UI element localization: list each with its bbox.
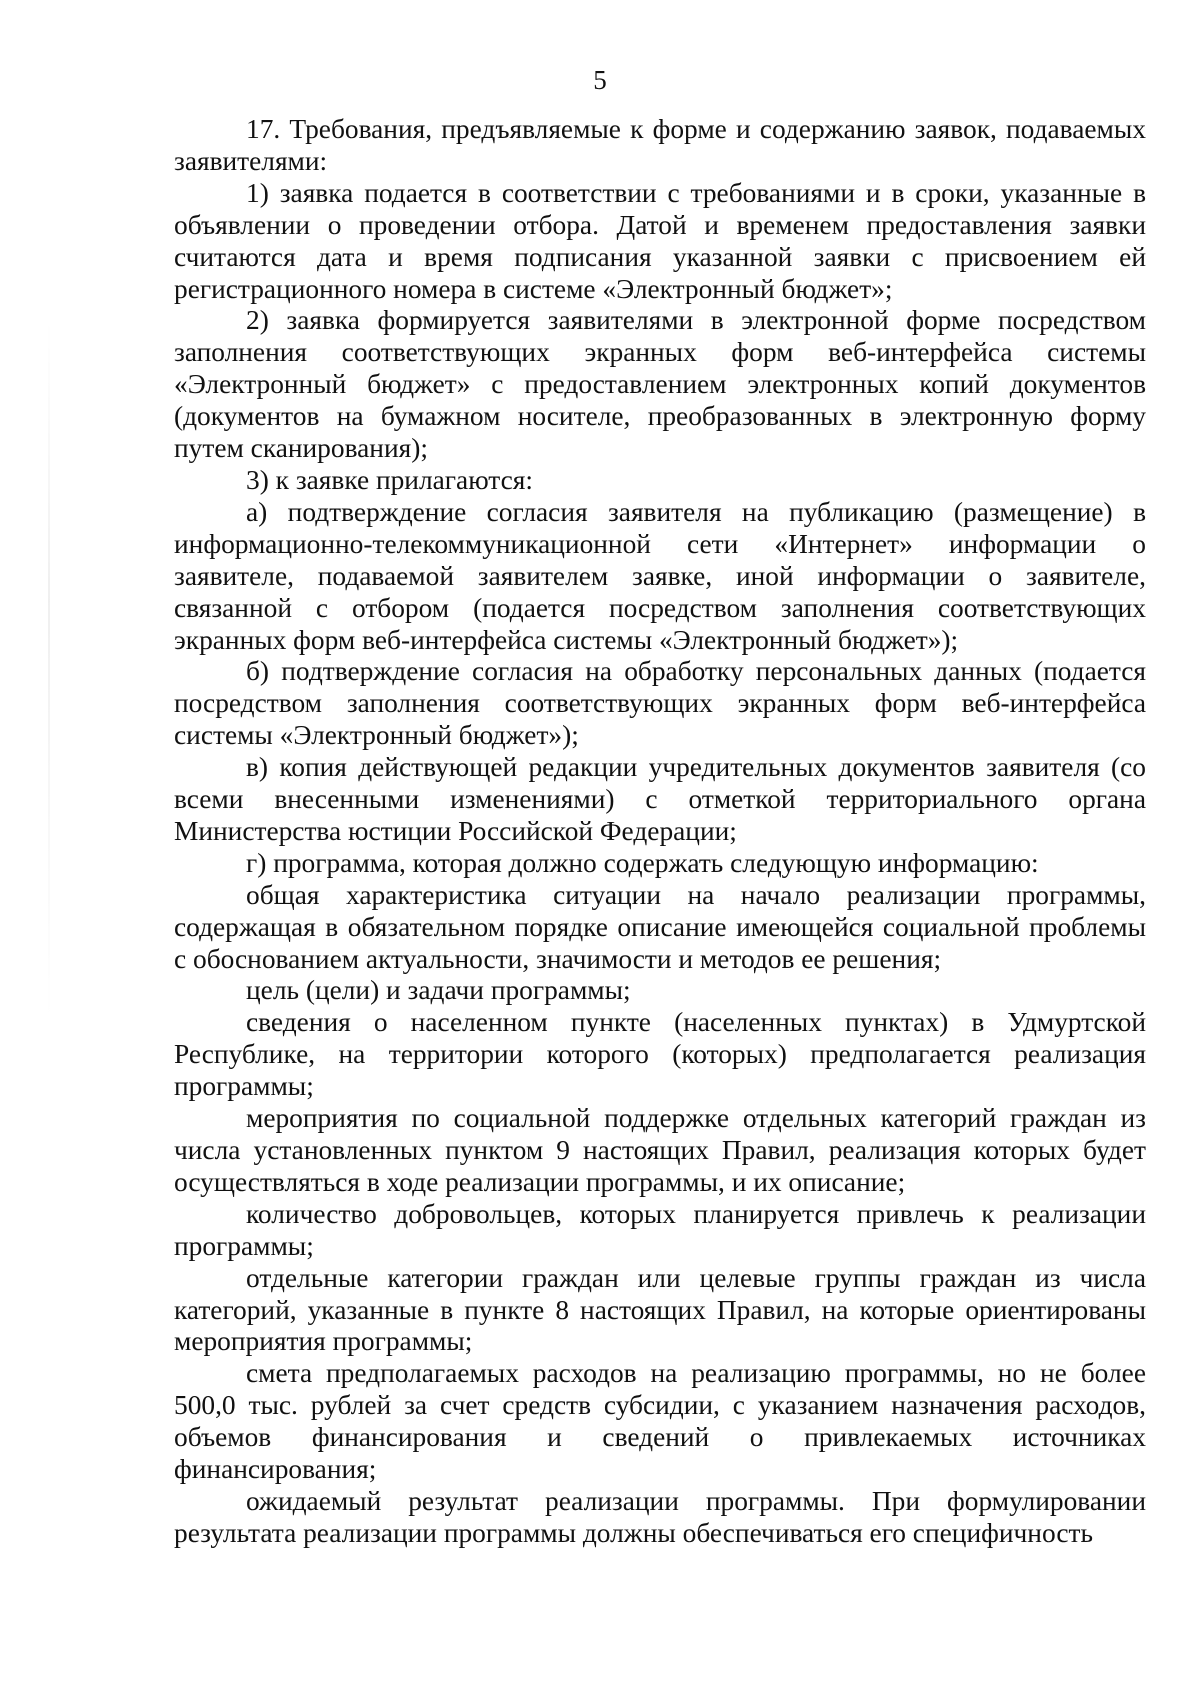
program-budget-estimate: смета предполагаемых расходов на реализацию программы, но не более 500,0 тыс. рублей за счет средств субсидии, с указанием назначения расходов, объемов финансирования и сведений о привлекаемых источниках финансирования; xyxy=(174,1358,1146,1485)
program-measures: мероприятия по социальной поддержке отдельных категорий граждан из числа установленных пунктом 9 настоящих Правил, реализация которых будет осуществляться в ходе реализации программы, и их описание; xyxy=(174,1103,1146,1197)
paragraph-17-heading: 17. Требования, предъявляемые к форме и содержанию заявок, подаваемых заявителями: xyxy=(174,114,1146,176)
paragraph-item-3v: в) копия действующей редакции учредительных документов заявителя (со всеми внесенными изменениями) с отметкой территориального органа Министерства юстиции Российской Федерации; xyxy=(174,752,1146,846)
program-target-groups: отдельные категории граждан или целевые группы граждан из числа категорий, указанные в пункте 8 настоящих Правил, на которые ориентированы мероприятия программы; xyxy=(174,1262,1146,1357)
program-expected-result: ожидаемый результат реализации программы. При формулировании результата реализации программы должны обеспечиваться его специфичность xyxy=(174,1485,1146,1548)
page-number: 5 xyxy=(593,65,607,95)
paragraph-item-2: 2) заявка формируется заявителями в электронной форме посредством заполнения соответствующих экранных форм веб-интерфейса системы «Электронный бюджет» с предоставлением электронных копий документов (документов на бумажном носителе, преобразованных в электронную форму путем сканирования); xyxy=(174,305,1146,464)
program-locations: сведения о населенном пункте (населенных пунктах) в Удмуртской Республике, на территории которого (которых) предполагается реализация программы; xyxy=(174,1007,1146,1102)
paragraph-item-1: 1) заявка подается в соответствии с требованиями и в сроки, указанные в объявлении о проведении отбора. Датой и временем предоставления заявки считаются дата и время подписания указанной заявки с присвоением ей регистрационного номера в системе «Электронный бюджет»; xyxy=(174,177,1146,304)
paragraph-item-3a: а) подтверждение согласия заявителя на публикацию (размещение) в информационно-телекоммуникационной сети «Интернет» информации о заявителе, подаваемой заявителем заявке, иной информации о заявителе, связанной с отбором (подается посредством заполнения соответствующих экранных форм веб-интерфейса системы «Электронный бюджет»); xyxy=(174,496,1146,655)
document-body xyxy=(174,114,1146,1550)
paragraph-item-3b: б) подтверждение согласия на обработку персональных данных (подается посредством заполнения соответствующих экранных форм веб-интерфейса системы «Электронный бюджет»); xyxy=(174,656,1146,751)
program-goals: цель (цели) и задачи программы; xyxy=(246,975,631,1006)
scan-artifact xyxy=(48,320,50,1020)
program-general-characteristic: общая характеристика ситуации на начало реализации программы, содержащая в обязательном порядке описание имеющейся социальной проблемы с обоснованием актуальности, значимости и методов ее решения; xyxy=(174,879,1146,974)
paragraph-item-3g: г) программа, которая должно содержать следующую информацию: xyxy=(246,847,1039,878)
paragraph-item-3: 3) к заявке прилагаются: xyxy=(246,464,533,495)
program-volunteers: количество добровольцев, которых планируется привлечь к реализации программы; xyxy=(174,1198,1146,1261)
